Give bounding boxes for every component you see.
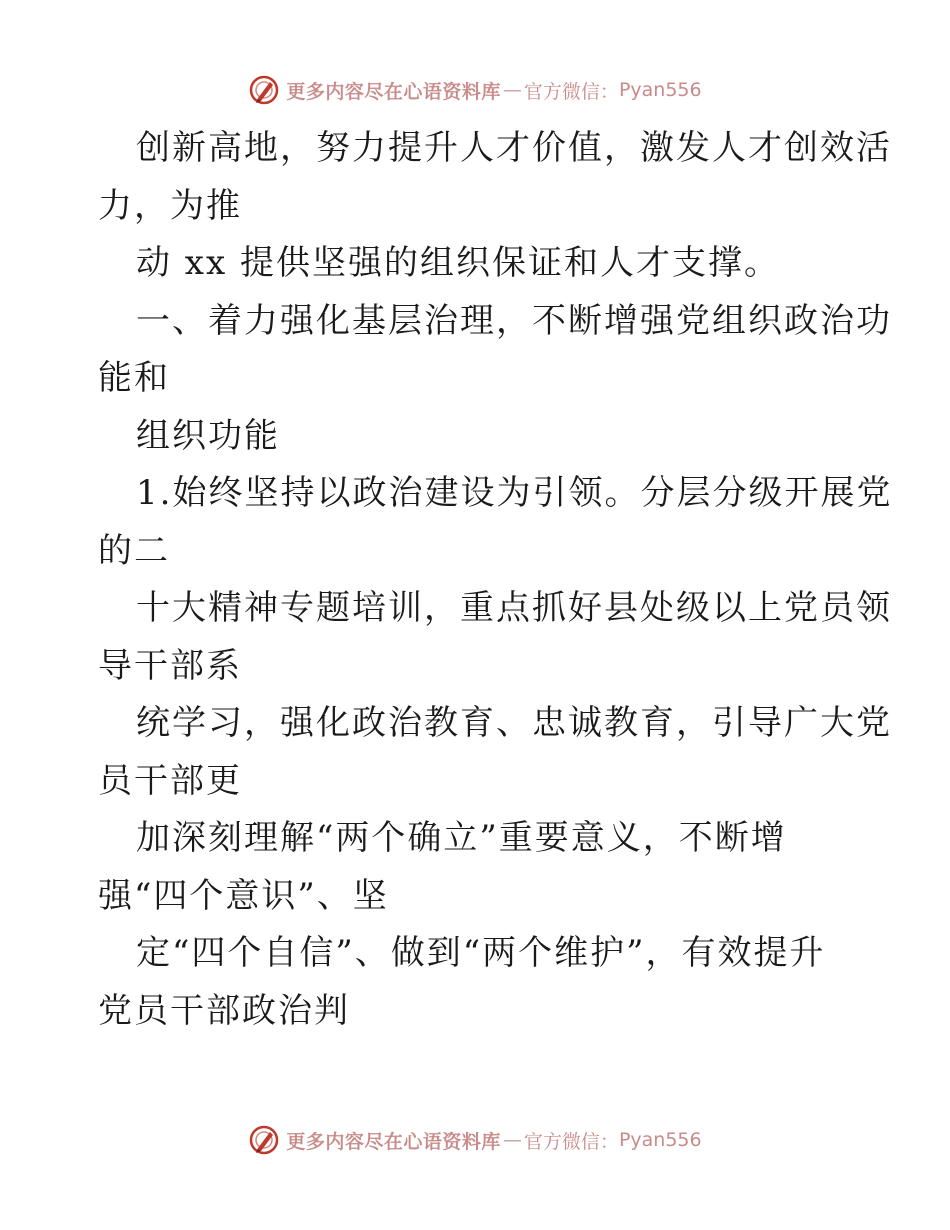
body-line: 党员干部政治判	[98, 990, 350, 1031]
pen-seal-logo-icon	[248, 74, 280, 106]
body-line: 动 xx 提供坚强的组织保证和人才支撑。	[136, 243, 780, 283]
footer-watermark-banner	[0, 1120, 950, 1160]
section-heading-line: 组织功能	[136, 415, 280, 456]
banner-wechat-label: 官方微信：	[523, 80, 619, 103]
banner-wechat-label: 官方微信：	[523, 1130, 619, 1153]
body-line: 定“四个自信”、做到“两个维护”，有效提升	[136, 933, 826, 973]
document-body	[98, 120, 893, 1040]
body-line: 力，为推	[98, 185, 242, 226]
body-line: 十大精神专题培训，重点抓好县处级以上党员领	[136, 588, 892, 628]
banner-brand-text: 更多内容尽在心语资料库	[286, 80, 501, 103]
section-heading-line: 能和	[98, 358, 170, 398]
body-line: 统学习，强化政治教育、忠诚教育，引导广大党	[136, 703, 892, 743]
body-line: 强“四个意识”、坚	[98, 875, 389, 916]
body-line: 员干部更	[98, 760, 242, 801]
header-watermark-banner	[0, 70, 950, 110]
body-line: 导干部系	[98, 645, 242, 686]
body-line: 1.始终坚持以政治建设为引领。分层分级开展党	[136, 473, 893, 513]
banner-wechat-handle: Pyan556	[618, 79, 702, 101]
body-line: 的二	[98, 530, 170, 571]
banner-brand-text: 更多内容尽在心语资料库	[286, 1130, 501, 1153]
section-heading-line: 一、着力强化基层治理，不断增强党组织政治功	[136, 300, 892, 341]
banner-separator: —	[502, 1129, 522, 1151]
pen-seal-logo-icon	[248, 1124, 280, 1156]
body-line: 创新高地，努力提升人才价值，激发人才创效活	[136, 128, 892, 168]
banner-wechat-handle: Pyan556	[618, 1129, 702, 1151]
body-line: 加深刻理解“两个确立”重要意义，不断增	[136, 818, 787, 858]
banner-separator: —	[502, 79, 522, 101]
